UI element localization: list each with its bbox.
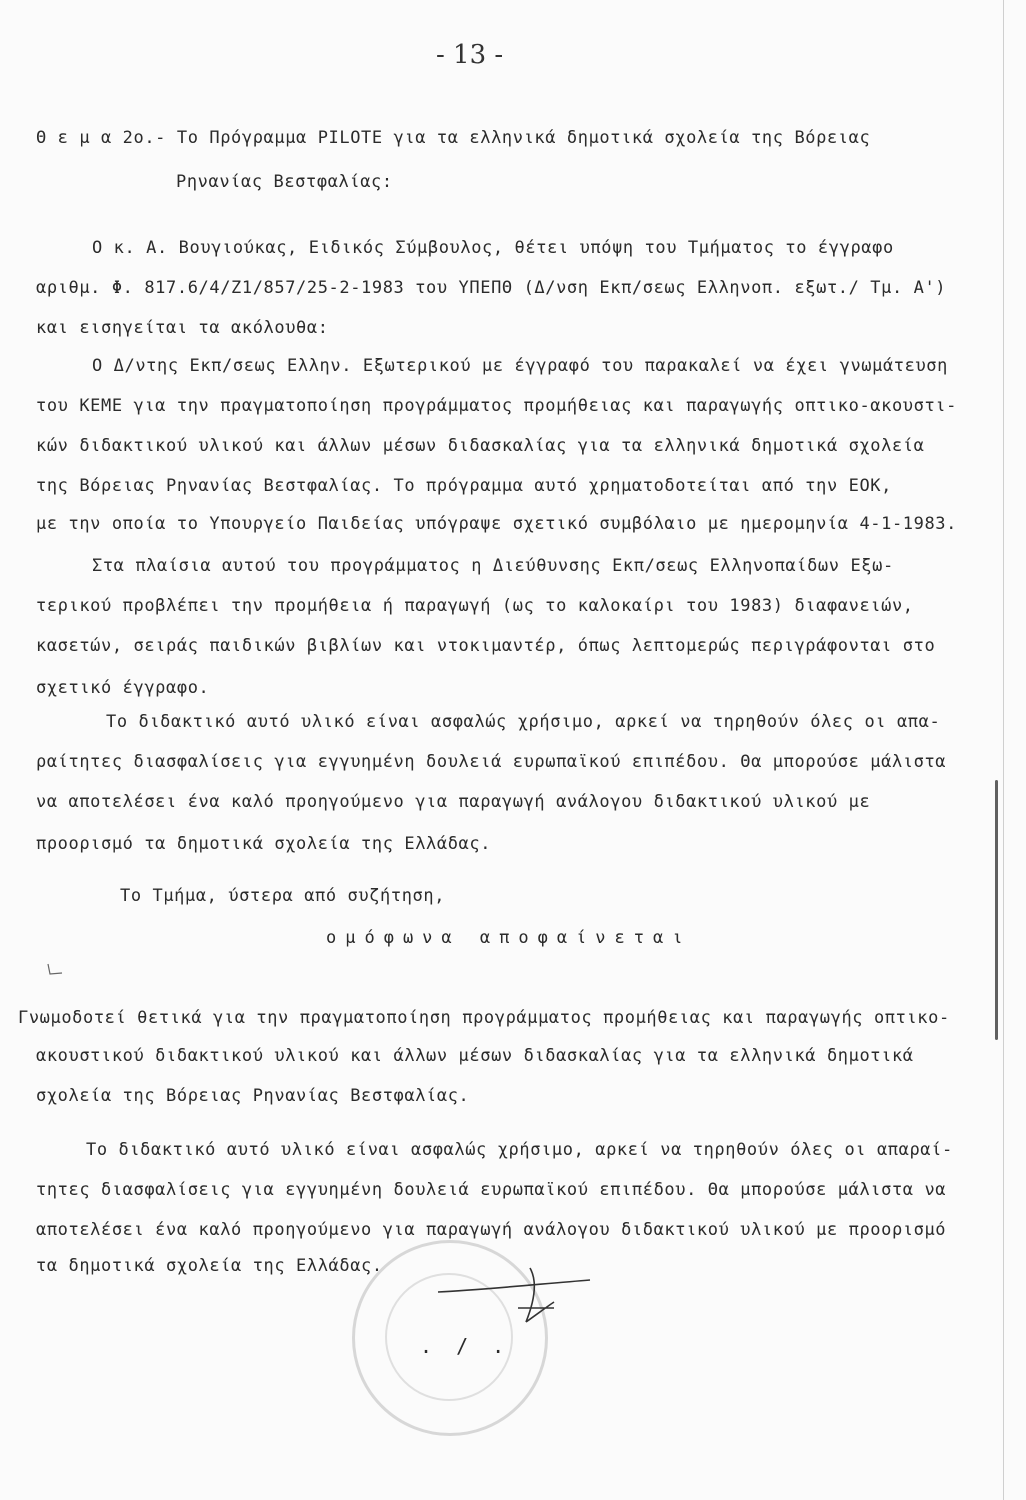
binding-mark	[995, 780, 998, 1040]
para3-line-2: ραίτητες διασφαλίσεις για εγγυημένη δουλειά ευρωπαϊκού επιπέδου. Θα μπορούσε μάλιστα	[36, 752, 947, 772]
intro-line-3: και εισηγείται τα ακόλουθα:	[36, 318, 329, 338]
para1-line-4: της Βόρειας Ρηνανίας Βεστφαλίας. Το πρόγραμμα αυτό χρηματοδοτείται από την ΕΟΚ,	[36, 476, 892, 496]
para1-line-3: κών διδακτικού υλικού και άλλων μέσων διδασκαλίας για τα ελληνικά δημοτικά σχολεία	[36, 436, 925, 456]
opinion2-line-2: τητες διασφαλίσεις για εγγυημένη δουλειά ευρωπαϊκού επιπέδου. Θα μπορούσε μάλιστα να	[36, 1180, 947, 1200]
para2-line-1: Στα πλαίσια αυτού του προγράμματος η Διεύθυνσης Εκπ/σεως Ελληνοπαίδων Εξω-	[92, 556, 894, 576]
para1-line-5: με την οποία το Υπουργείο Παιδείας υπόγραψε σχετικό συμβόλαιο με ημερομηνία 4-1-1983.	[36, 514, 957, 534]
para3-line-3: να αποτελέσει ένα καλό προηγούμενο για παραγωγή ανάλογου διδακτικού υλικού με	[36, 792, 871, 812]
para1-line-2: του ΚΕΜΕ για την πραγματοποίηση προγράμματος προμήθειας και παραγωγής οπτικο-ακουστι-	[36, 396, 957, 416]
opinion1-line-1: Γνωμοδοτεί θετικά για την πραγματοποίηση προγράμματος προμήθειας και παραγωγής οπτικο-	[18, 1008, 950, 1028]
signature	[430, 1262, 600, 1332]
para1-line-1: Ο Δ/ντης Εκπ/σεως Ελλην. Εξωτερικού με έγγραφό του παρακαλεί να έχει γνωμάτευση	[92, 356, 948, 376]
pen-tick-mark	[46, 962, 64, 976]
para3-line-1: Το διδακτικό αυτό υλικό είναι ασφαλώς χρήσιμο, αρκεί να τηρηθούν όλες οι απα-	[106, 712, 941, 732]
decision-intro: Το Τμήμα, ύστερα από συζήτηση,	[120, 886, 446, 906]
decision-verdict: ομόφωνα αποφαίνεται	[326, 928, 692, 948]
page-edge-line	[1003, 0, 1004, 1500]
para2-line-2: τερικού προβλέπει την προμήθεια ή παραγωγή (ως το καλοκαίρι του 1983) διαφανειών,	[36, 596, 914, 616]
opinion1-line-3: σχολεία της Βόρειας Ρηνανίας Βεστφαλίας.	[36, 1086, 470, 1106]
intro-line-2: αριθμ. Φ. 817.6/4/Ζ1/857/25-2-1983 του ΥΠΕΠΘ (Δ/νση Εκπ/σεως Ελληνοπ. εξωτ./ Τμ. Α')	[36, 278, 947, 298]
para2-line-4: σχετικό έγγραφο.	[36, 678, 210, 698]
continuation-mark: . / .	[420, 1334, 511, 1358]
opinion1-line-2: ακουστικού διδακτικού υλικού και άλλων μέσων διδασκαλίας για τα ελληνικά δημοτικά	[36, 1046, 914, 1066]
subject-line-2: Ρηνανίας Βεστφαλίας:	[176, 172, 393, 192]
opinion2-line-4: τα δημοτικά σχολεία της Ελλάδας.	[36, 1256, 383, 1276]
subject-line-1: Θ ε μ α 2ο.- Το Πρόγραμμα PILOTE για τα ελληνικά δημοτικά σχολεία της Βόρειας	[36, 128, 871, 148]
page-number: - 13 -	[436, 40, 504, 70]
opinion2-line-3: αποτελέσει ένα καλό προηγούμενο για παραγωγή ανάλογου διδακτικού υλικού με προορισμό	[36, 1220, 947, 1240]
para2-line-3: κασετών, σειράς παιδικών βιβλίων και ντοκιμαντέρ, όπως λεπτομερώς περιγράφονται στο	[36, 636, 936, 656]
opinion2-line-1: Το διδακτικό αυτό υλικό είναι ασφαλώς χρήσιμο, αρκεί να τηρηθούν όλες οι απαραί-	[86, 1140, 953, 1160]
intro-line-1: Ο κ. Α. Βουγιούκας, Ειδικός Σύμβουλος, θέτει υπόψη του Τμήματος το έγγραφο	[92, 238, 894, 258]
para3-line-4: προορισμό τα δημοτικά σχολεία της Ελλάδας.	[36, 834, 492, 854]
